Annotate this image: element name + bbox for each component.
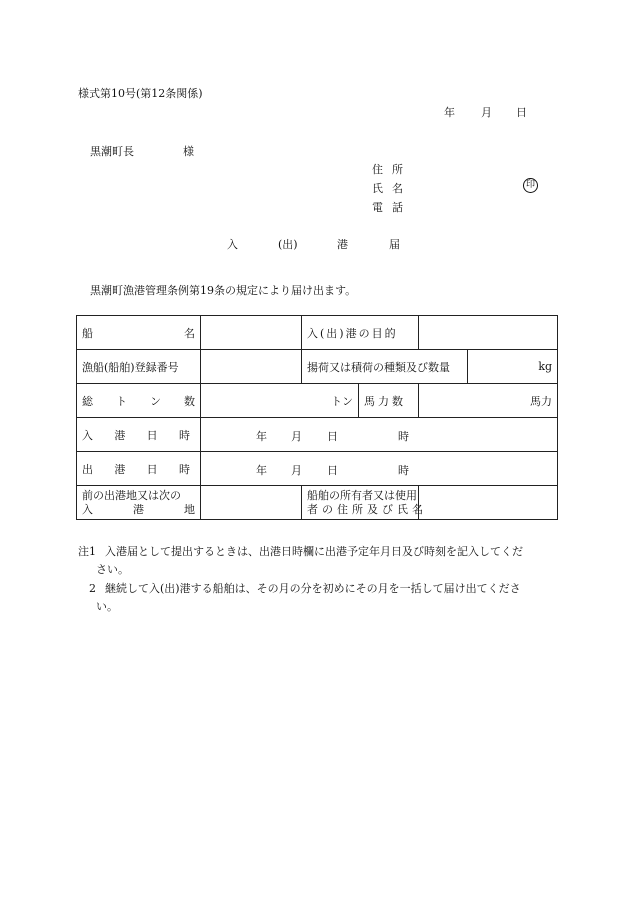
label-char: 名 [184, 326, 195, 340]
date-year-label: 年 [444, 106, 455, 119]
label-char: 時 [178, 462, 190, 476]
departure-label [77, 452, 201, 486]
note-1-line-2: さい。 [96, 563, 129, 576]
table-row [77, 350, 558, 384]
departure-hour: 時 [398, 464, 409, 477]
arrival-year: 年 [256, 430, 267, 443]
arrival-datetime-field[interactable] [201, 418, 558, 452]
arrival-day: 日 [327, 430, 338, 443]
phone-label: 電話 [372, 201, 412, 214]
owner-field[interactable] [419, 486, 558, 520]
prev-port-label-line1: 前の出港地又は次の [82, 488, 181, 502]
document-title-part-1: 入 [227, 238, 238, 251]
departure-datetime-field[interactable] [201, 452, 558, 486]
ship-name-label [77, 316, 201, 350]
seal-stamp-mark: 印 [523, 178, 538, 193]
document-title-part-3: 港 [337, 238, 348, 251]
table-row [77, 316, 558, 350]
tonnage-field[interactable] [201, 384, 359, 418]
document-title-part-2: (出) [278, 238, 298, 251]
label-char: 日 [146, 462, 158, 476]
registration-label: 漁船(船舶)登録番号 [77, 350, 201, 384]
label-char: 数 [184, 394, 195, 408]
note-2-line-2: い。 [96, 600, 118, 613]
owner-label-line2: 者の住所及び氏名 [307, 502, 427, 516]
address-label: 住所 [372, 163, 412, 176]
addressee-name: 黒潮町長 [90, 145, 134, 158]
label-char: 総 [82, 394, 93, 408]
departure-year: 年 [256, 464, 267, 477]
ton-unit: トン [331, 394, 353, 408]
arrival-month: 月 [291, 430, 302, 443]
departure-day: 日 [327, 464, 338, 477]
label-char: ト [116, 394, 127, 408]
tonnage-label [77, 384, 201, 418]
label-char: 日 [146, 428, 158, 442]
owner-label-line1: 船舶の所有者又は使用 [307, 488, 417, 502]
date-month-label: 月 [481, 106, 492, 119]
document-title-part-4: 届 [389, 238, 400, 251]
label-char: ン [150, 394, 161, 408]
owner-label [302, 486, 427, 520]
registration-field[interactable] [201, 350, 302, 384]
ship-name-field[interactable] [201, 316, 302, 350]
label-char: 出 [82, 462, 93, 476]
table-row [77, 418, 558, 452]
note-1-number: 注1 [78, 545, 96, 558]
horsepower-label: 馬力数 [359, 384, 419, 418]
cargo-unit: kg [538, 360, 553, 373]
note-2-number: 2 [89, 582, 96, 595]
table-row [77, 384, 558, 418]
form-number: 様式第10号(第12条関係) [78, 87, 203, 100]
label-char: 地 [184, 502, 195, 516]
prev-port-label-line2 [82, 503, 195, 517]
name-label: 氏名 [372, 182, 412, 195]
label-char: 入 [82, 502, 93, 516]
hp-unit: 馬力 [530, 394, 553, 408]
label-char: 時 [178, 428, 190, 442]
departure-month: 月 [291, 464, 302, 477]
note-2-line-1: 継続して入(出)港する船舶は、その月の分を初めにその月を一括して届け出てくださ [105, 582, 521, 595]
purpose-label: 入(出)港の目的 [302, 316, 419, 350]
label-char: 港 [114, 462, 126, 476]
cargo-field[interactable] [468, 350, 558, 384]
prev-port-label [77, 486, 201, 520]
label-char: 港 [133, 502, 144, 516]
label-char: 港 [114, 428, 126, 442]
date-day-label: 日 [516, 106, 527, 119]
note-1-line-1: 入港届として提出するときは、出港日時欄に出港予定年月日及び時刻を記入してくだ [105, 545, 523, 558]
intro-text: 黒潮町漁港管理条例第19条の規定により届け出ます。 [90, 284, 357, 297]
cargo-label: 揚荷又は積荷の種類及び数量 [302, 350, 468, 384]
addressee-honorific: 様 [183, 145, 194, 158]
label-char: 船 [82, 326, 93, 340]
label-char: 入 [82, 428, 93, 442]
arrival-label [77, 418, 201, 452]
port-entry-form-table [76, 315, 558, 520]
table-row [77, 486, 558, 520]
table-row [77, 452, 558, 486]
horsepower-field[interactable] [419, 384, 558, 418]
prev-port-field[interactable] [201, 486, 302, 520]
arrival-hour: 時 [398, 430, 409, 443]
purpose-field[interactable] [419, 316, 558, 350]
